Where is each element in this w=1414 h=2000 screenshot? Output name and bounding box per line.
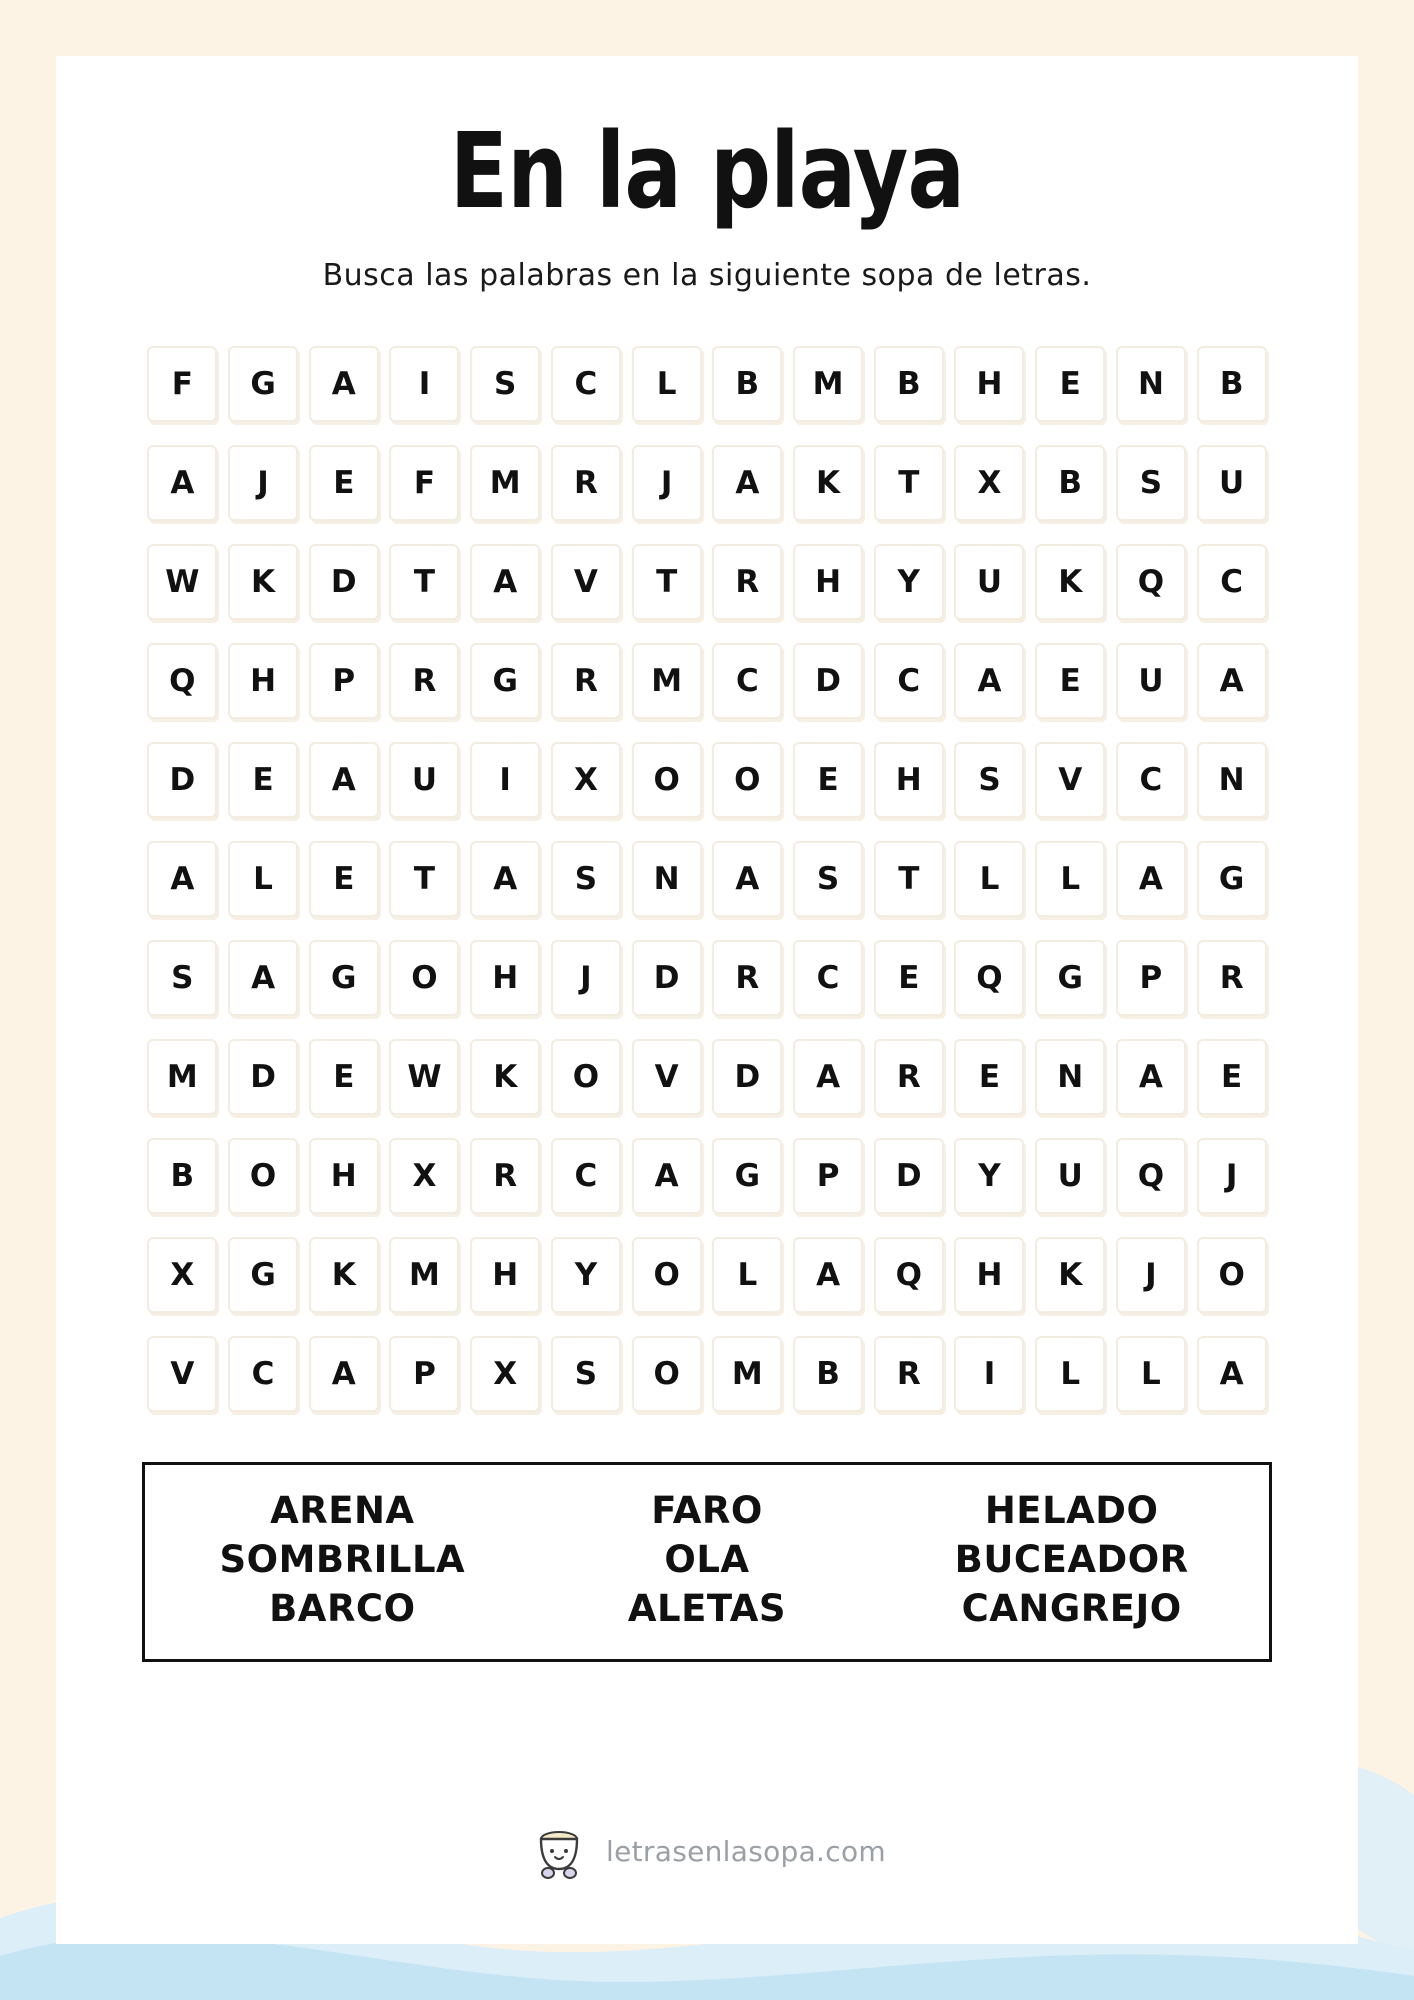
grid-cell[interactable]: R [712, 544, 782, 620]
grid-cell[interactable]: T [389, 841, 459, 917]
grid-cell[interactable]: A [1116, 1039, 1186, 1115]
grid-cell[interactable]: O [632, 1336, 702, 1412]
grid-cell[interactable]: X [470, 1336, 540, 1412]
grid-cell[interactable]: J [228, 445, 298, 521]
grid-cell[interactable]: E [793, 742, 863, 818]
grid-cell[interactable]: M [147, 1039, 217, 1115]
grid-cell[interactable]: G [1035, 940, 1105, 1016]
grid-cell[interactable]: B [874, 346, 944, 422]
grid-cell[interactable]: A [309, 742, 379, 818]
grid-cell[interactable]: X [954, 445, 1024, 521]
grid-cell[interactable]: T [874, 841, 944, 917]
grid-cell[interactable]: A [1197, 643, 1267, 719]
grid-cell[interactable]: G [228, 1237, 298, 1313]
grid-cell[interactable]: L [228, 841, 298, 917]
grid-cell[interactable]: K [793, 445, 863, 521]
grid-cell[interactable]: K [1035, 544, 1105, 620]
grid-cell[interactable]: D [793, 643, 863, 719]
grid-cell[interactable]: J [1116, 1237, 1186, 1313]
grid-cell[interactable]: N [1035, 1039, 1105, 1115]
grid-cell[interactable]: F [147, 346, 217, 422]
grid-cell[interactable]: G [712, 1138, 782, 1214]
grid-cell[interactable]: A [793, 1039, 863, 1115]
grid-cell[interactable]: S [793, 841, 863, 917]
grid-cell[interactable]: R [874, 1336, 944, 1412]
grid-cell[interactable]: U [389, 742, 459, 818]
grid-cell[interactable]: A [470, 544, 540, 620]
grid-cell[interactable]: N [632, 841, 702, 917]
grid-cell[interactable]: E [1035, 643, 1105, 719]
grid-cell[interactable]: H [954, 346, 1024, 422]
grid-cell[interactable]: R [551, 643, 621, 719]
grid-cell[interactable]: H [470, 1237, 540, 1313]
grid-cell[interactable]: R [1197, 940, 1267, 1016]
grid-cell[interactable]: C [1116, 742, 1186, 818]
grid-cell[interactable]: T [632, 544, 702, 620]
grid-cell[interactable]: U [1197, 445, 1267, 521]
grid-cell[interactable]: M [793, 346, 863, 422]
grid-cell[interactable]: E [309, 1039, 379, 1115]
grid-cell[interactable]: M [632, 643, 702, 719]
grid-cell[interactable]: S [551, 1336, 621, 1412]
grid-cell[interactable]: E [309, 841, 379, 917]
word-list-item: SOMBRILLA [219, 1537, 466, 1581]
grid-cell[interactable]: P [1116, 940, 1186, 1016]
grid-cell[interactable]: H [309, 1138, 379, 1214]
grid-cell[interactable]: A [147, 841, 217, 917]
grid-cell[interactable]: A [1116, 841, 1186, 917]
grid-cell[interactable]: C [712, 643, 782, 719]
grid-cell[interactable]: R [389, 643, 459, 719]
grid-cell[interactable]: E [954, 1039, 1024, 1115]
grid-cell[interactable]: R [470, 1138, 540, 1214]
grid-cell[interactable]: K [228, 544, 298, 620]
word-list-item: CANGREJO [961, 1587, 1182, 1631]
grid-cell[interactable]: V [632, 1039, 702, 1115]
grid-cell[interactable]: A [147, 445, 217, 521]
grid-cell[interactable]: M [389, 1237, 459, 1313]
grid-cell[interactable]: J [551, 940, 621, 1016]
grid-cell[interactable]: S [470, 346, 540, 422]
footer-site-label: letrasenlasopa.com [606, 1834, 886, 1868]
grid-cell[interactable]: T [874, 445, 944, 521]
grid-cell[interactable]: S [147, 940, 217, 1016]
grid-cell[interactable]: G [1197, 841, 1267, 917]
grid-cell[interactable]: H [470, 940, 540, 1016]
grid-cell[interactable]: Y [874, 544, 944, 620]
grid-cell[interactable]: W [389, 1039, 459, 1115]
grid-cell[interactable]: K [1035, 1237, 1105, 1313]
grid-cell[interactable]: L [1116, 1336, 1186, 1412]
grid-cell[interactable]: O [389, 940, 459, 1016]
grid-cell[interactable]: A [228, 940, 298, 1016]
word-list-item: BARCO [269, 1587, 416, 1631]
grid-cell[interactable]: J [632, 445, 702, 521]
grid-cell[interactable]: H [954, 1237, 1024, 1313]
grid-cell[interactable]: M [470, 445, 540, 521]
grid-cell[interactable]: O [632, 1237, 702, 1313]
word-search-grid [142, 335, 1272, 1424]
worksheet-sheet [56, 56, 1358, 1944]
grid-cell[interactable]: Y [551, 1237, 621, 1313]
grid-cell[interactable]: A [1197, 1336, 1267, 1412]
grid-cell[interactable]: A [712, 841, 782, 917]
grid-cell[interactable]: S [1116, 445, 1186, 521]
grid-cell[interactable]: C [551, 346, 621, 422]
instructions-text: Busca las palabras en la siguiente sopa de letras. [322, 257, 1092, 293]
grid-cell[interactable]: P [389, 1336, 459, 1412]
grid-cell[interactable]: X [147, 1237, 217, 1313]
grid-cell[interactable]: O [712, 742, 782, 818]
grid-cell[interactable]: P [793, 1138, 863, 1214]
grid-cell[interactable]: O [551, 1039, 621, 1115]
grid-cell[interactable]: X [551, 742, 621, 818]
grid-cell[interactable]: Y [954, 1138, 1024, 1214]
grid-cell[interactable]: D [228, 1039, 298, 1115]
grid-cell[interactable]: Q [954, 940, 1024, 1016]
grid-cell[interactable]: G [228, 346, 298, 422]
grid-cell[interactable]: S [954, 742, 1024, 818]
footer [56, 1820, 1358, 1882]
grid-cell[interactable]: Q [147, 643, 217, 719]
word-list-item: OLA [664, 1537, 750, 1581]
grid-cell[interactable]: N [1116, 346, 1186, 422]
grid-cell[interactable]: G [309, 940, 379, 1016]
word-list-item: ALETAS [627, 1587, 787, 1631]
grid-cell[interactable]: H [793, 544, 863, 620]
grid-cell[interactable]: S [551, 841, 621, 917]
grid-cell[interactable]: N [1197, 742, 1267, 818]
grid-cell[interactable]: H [228, 643, 298, 719]
grid-cell[interactable]: O [228, 1138, 298, 1214]
grid-cell[interactable]: L [1035, 1336, 1105, 1412]
grid-cell[interactable]: A [309, 346, 379, 422]
grid-cell[interactable]: G [470, 643, 540, 719]
grid-cell[interactable]: V [551, 544, 621, 620]
grid-cell[interactable]: A [712, 445, 782, 521]
grid-cell[interactable]: L [712, 1237, 782, 1313]
grid-cell[interactable]: V [147, 1336, 217, 1412]
grid-cell[interactable]: M [712, 1336, 782, 1412]
grid-cell[interactable]: O [632, 742, 702, 818]
grid-cell[interactable]: U [1116, 643, 1186, 719]
grid-cell[interactable]: A [470, 841, 540, 917]
grid-cell[interactable]: B [793, 1336, 863, 1412]
grid-cell[interactable]: D [712, 1039, 782, 1115]
grid-cell[interactable]: I [470, 742, 540, 818]
grid-cell[interactable]: C [228, 1336, 298, 1412]
page-title: En la playa [449, 110, 965, 232]
word-list-item: ARENA [270, 1488, 415, 1532]
grid-cell[interactable]: I [954, 1336, 1024, 1412]
grid-cell[interactable]: Q [1116, 1138, 1186, 1214]
grid-cell[interactable]: A [632, 1138, 702, 1214]
grid-cell[interactable]: E [309, 445, 379, 521]
word-list-item: BUCEADOR [954, 1537, 1189, 1581]
grid-cell[interactable]: Q [874, 1237, 944, 1313]
grid-cell[interactable]: B [147, 1138, 217, 1214]
grid-cell[interactable]: E [1197, 1039, 1267, 1115]
grid-cell[interactable]: E [1035, 346, 1105, 422]
grid-cell[interactable]: U [954, 544, 1024, 620]
grid-cell[interactable]: D [874, 1138, 944, 1214]
soup-bowl-icon [528, 1820, 590, 1882]
grid-cell[interactable]: A [954, 643, 1024, 719]
grid-cell[interactable]: B [712, 346, 782, 422]
grid-cell[interactable]: A [793, 1237, 863, 1313]
grid-cell[interactable]: W [147, 544, 217, 620]
grid-cell[interactable]: B [1035, 445, 1105, 521]
grid-cell[interactable]: R [874, 1039, 944, 1115]
grid-cell[interactable]: C [551, 1138, 621, 1214]
grid-cell[interactable]: O [1197, 1237, 1267, 1313]
grid-cell[interactable]: R [551, 445, 621, 521]
grid-cell[interactable]: X [389, 1138, 459, 1214]
grid-cell[interactable]: I [389, 346, 459, 422]
grid-cell[interactable]: E [874, 940, 944, 1016]
word-list-box [142, 1462, 1272, 1662]
grid-cell[interactable]: H [874, 742, 944, 818]
grid-cell[interactable]: K [470, 1039, 540, 1115]
word-list-item: HELADO [984, 1488, 1159, 1532]
grid-cell[interactable]: B [1197, 346, 1267, 422]
grid-cell[interactable]: K [309, 1237, 379, 1313]
grid-cell[interactable]: C [1197, 544, 1267, 620]
grid-cell[interactable]: C [793, 940, 863, 1016]
grid-cell[interactable]: Q [1116, 544, 1186, 620]
grid-cell[interactable]: U [1035, 1138, 1105, 1214]
grid-cell[interactable]: L [954, 841, 1024, 917]
grid-cell[interactable]: D [147, 742, 217, 818]
grid-cell[interactable]: J [1197, 1138, 1267, 1214]
grid-cell[interactable]: F [389, 445, 459, 521]
grid-cell[interactable]: V [1035, 742, 1105, 818]
word-list-item: FARO [651, 1488, 763, 1532]
grid-cell[interactable]: R [712, 940, 782, 1016]
grid-cell[interactable]: D [309, 544, 379, 620]
grid-cell[interactable]: D [632, 940, 702, 1016]
grid-cell[interactable]: A [309, 1336, 379, 1412]
grid-cell[interactable]: L [632, 346, 702, 422]
grid-cell[interactable]: E [228, 742, 298, 818]
grid-cell[interactable]: C [874, 643, 944, 719]
grid-cell[interactable]: P [309, 643, 379, 719]
grid-cell[interactable]: T [389, 544, 459, 620]
grid-cell[interactable]: L [1035, 841, 1105, 917]
